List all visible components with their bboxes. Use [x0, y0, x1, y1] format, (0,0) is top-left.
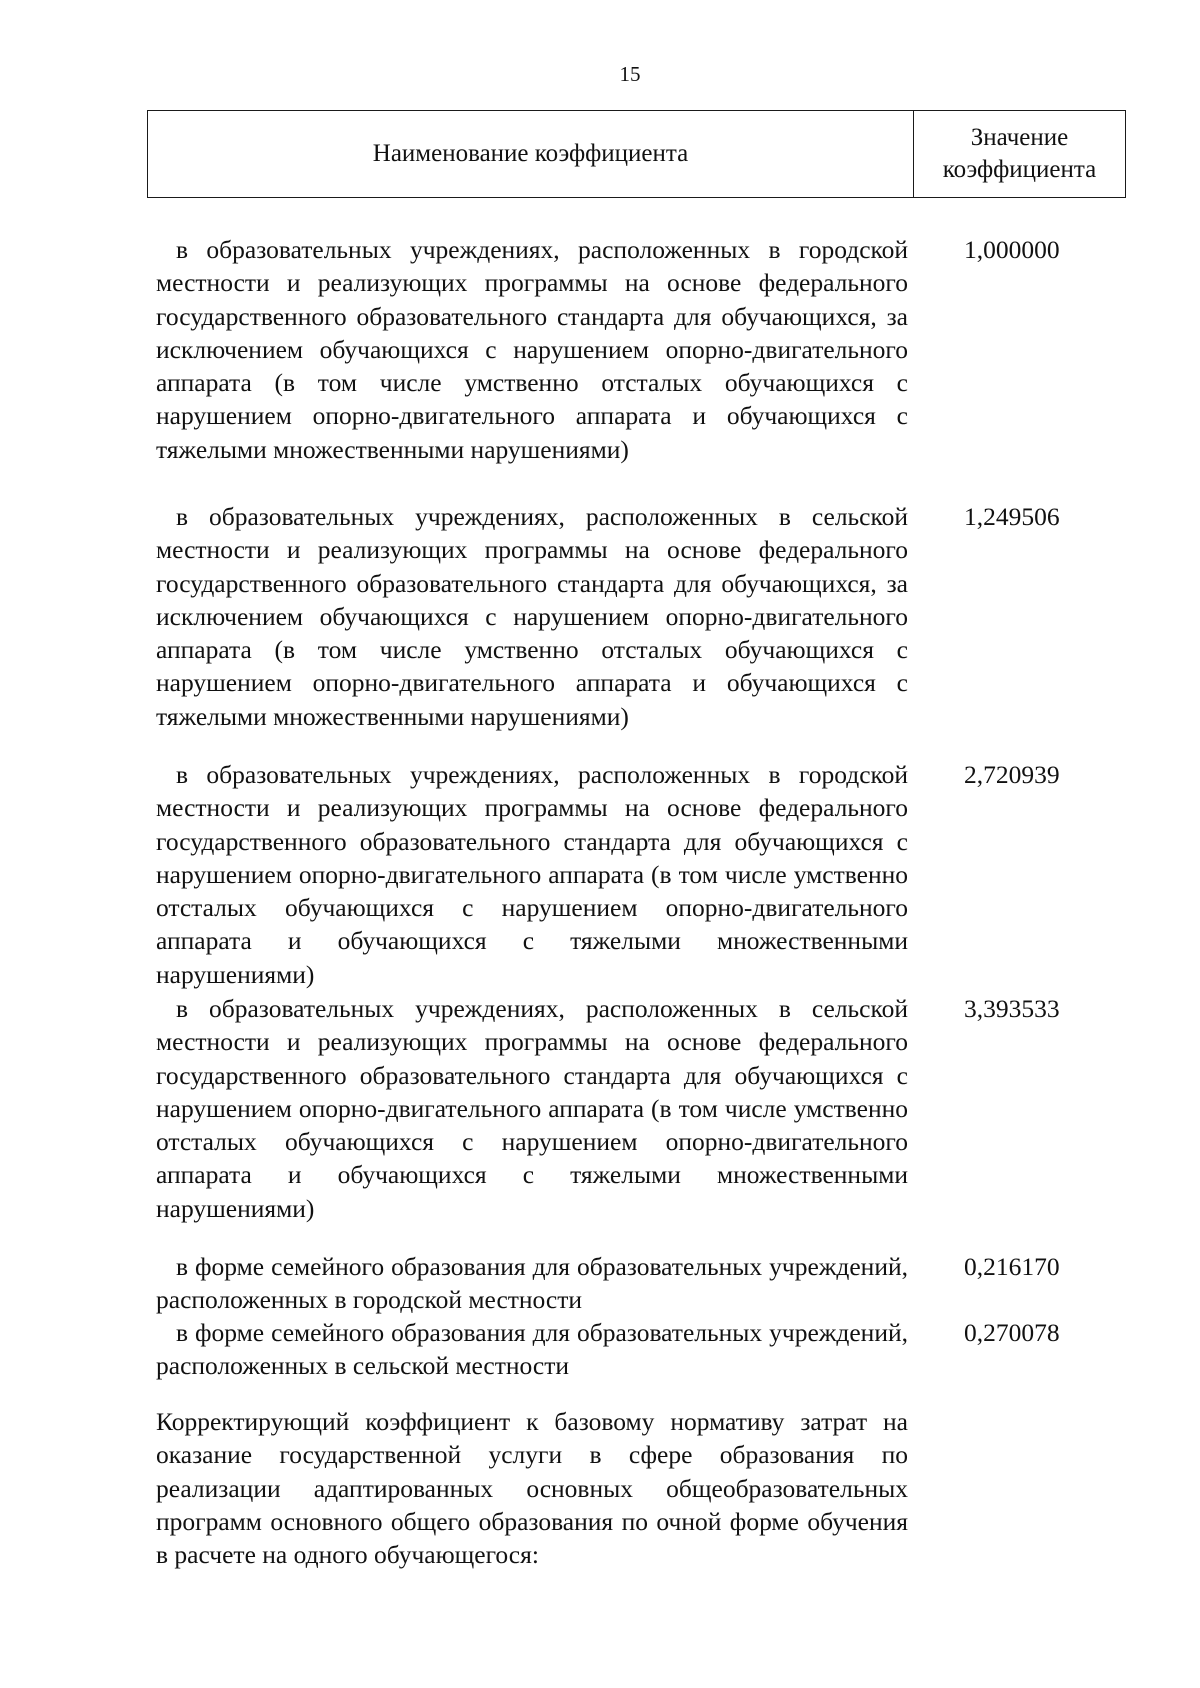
coefficient-value: 3,393533	[964, 994, 1060, 1023]
coefficient-value: 1,000000	[964, 235, 1060, 264]
coefficient-value: 2,720939	[964, 760, 1060, 789]
coefficient-description: в форме семейного образования для образовательных учреждений, расположенных в городской местности	[156, 1252, 908, 1315]
coefficient-description: в образовательных учреждениях, расположенных в сельской местности и реализующих программы на основе федерального государственного образовательного стандарта для обучающихся с нарушением опорно-двигательного аппарата (в том числе умственно отсталых обучающихся с нарушением опорно-двигательного аппарата и обучающихся с тяжелыми множественными нарушениями)	[156, 994, 908, 1223]
coefficient-value: 0,216170	[964, 1252, 1060, 1281]
coefficient-description: в образовательных учреждениях, расположенных в городской местности и реализующих программы на основе федерального государственного образовательного стандарта для обучающихся, за исключением обучающихся с нарушением опорно-двигательного аппарата (в том числе умственно отсталых обучающихся с нарушением опорно-двигательного аппарата и обучающихся с тяжелыми множественными нарушениями)	[156, 235, 908, 464]
header-name-column: Наименование коэффициента	[148, 111, 914, 197]
coefficient-description: в образовательных учреждениях, расположенных в городской местности и реализующих программы на основе федерального государственного образовательного стандарта для обучающихся с нарушением опорно-двигательного аппарата (в том числе умственно отсталых обучающихся с нарушением опорно-двигательного аппарата и обучающихся с тяжелыми множественными нарушениями)	[156, 760, 908, 989]
coefficient-value: 0,270078	[964, 1318, 1060, 1347]
coefficient-value: 1,249506	[964, 502, 1060, 531]
coefficient-table-header	[147, 110, 1126, 198]
header-value-column: Значение коэффициента	[942, 124, 1097, 183]
coefficient-description: в форме семейного образования для образовательных учреждений, расположенных в сельской местности	[156, 1318, 908, 1381]
page-number: 15	[619, 62, 641, 86]
coefficient-description: в образовательных учреждениях, расположенных в сельской местности и реализующих программы на основе федерального государственного образовательного стандарта для обучающихся, за исключением обучающихся с нарушением опорно-двигательного аппарата (в том числе умственно отсталых обучающихся с нарушением опорно-двигательного аппарата и обучающихся с тяжелыми множественными нарушениями)	[156, 502, 908, 731]
closing-paragraph: Корректирующий коэффициент к базовому нормативу затрат на оказание государственной услуги в сфере образования по реализации адаптированных основных общеобразовательных программ основного общего образования по очной форме обучения в расчете на одного обучающегося:	[156, 1407, 908, 1570]
